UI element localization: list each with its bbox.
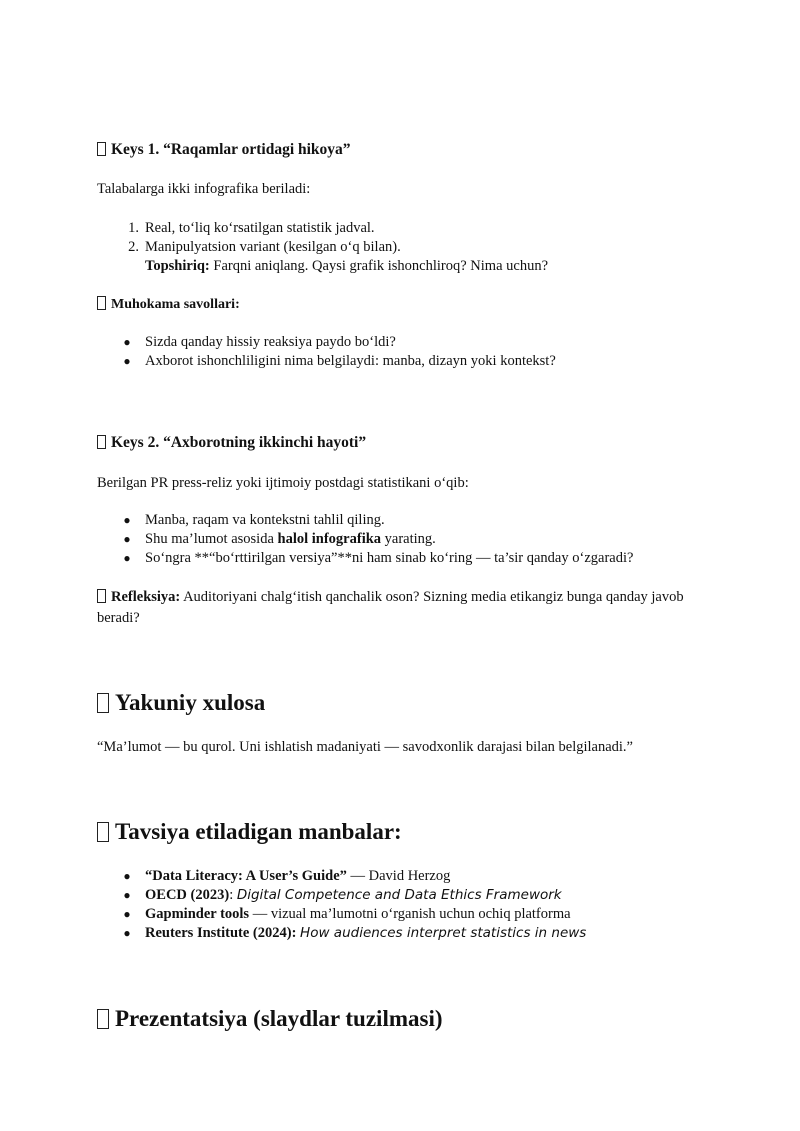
task-text: Farqni aniqlang. Qaysi grafik ishonchliroq? Nima uchun?: [209, 258, 549, 274]
case1-heading: [97, 141, 351, 159]
discussion-list: [123, 333, 707, 371]
missing-glyph-icon: [97, 589, 106, 603]
case1-title: Keys 1. “Raqamlar ortidagi hikoya”: [111, 141, 351, 158]
missing-glyph-icon: [97, 296, 106, 310]
list-item: ● Axborot ishonchliligini nima belgilaydi: manba, dizayn yoki kontekst?: [123, 353, 556, 369]
conclusion-quote: “Ma’lumot — bu qurol. Uni ishlatish madaniyati — savodxonlik darajasi bilan belgilanadi.”: [97, 739, 633, 755]
list-item: ● Manba, raqam va kontekstni tahlil qiling.: [123, 512, 385, 528]
presentation-heading: Prezentatsiya (slaydlar tuzilmasi): [97, 1006, 443, 1032]
resources-list: [123, 867, 707, 943]
missing-glyph-icon: [97, 822, 109, 842]
list-item: ● OECD (2023): Digital Competence and Data Ethics Framework: [123, 887, 562, 903]
discussion-heading: Muhokama savollari:: [97, 294, 697, 315]
list-item: ● Reuters Institute (2024): How audiences interpret statistics in news: [123, 925, 587, 941]
list-item: ● Gapminder tools — vizual ma’lumotni o‘rganish uchun ochiq platforma: [123, 906, 571, 922]
list-item: ● “Data Literacy: A User’s Guide” — David Herzog: [123, 868, 451, 884]
conclusion-heading: Yakuniy xulosa: [97, 690, 265, 716]
missing-glyph-icon: [97, 142, 106, 156]
case2-title: Keys 2. “Axborotning ikkinchi hayoti”: [111, 434, 367, 451]
case2-list: [123, 511, 707, 568]
task-label: Topshiriq:: [145, 258, 210, 274]
list-item: ● Sizda qanday hissiy reaksiya paydo bo‘ldi?: [123, 334, 396, 350]
reflection-paragraph: Refleksiya: Auditoriyani chalg‘itish qanchalik oson? Sizning media etikangiz bunga qanday javob beradi?: [97, 589, 684, 626]
list-item: ● Shu ma’lumot asosida halol infografika yarating.: [123, 531, 436, 547]
case1-list: [127, 219, 707, 276]
missing-glyph-icon: [97, 1009, 109, 1029]
missing-glyph-icon: [97, 435, 106, 449]
missing-glyph-icon: [97, 693, 109, 713]
case2-intro: Berilgan PR press-reliz yoki ijtimoiy postdagi statistikani o‘qib:: [97, 475, 469, 491]
case1-intro: Talabalarga ikki infografika beriladi:: [97, 181, 311, 197]
list-item: 1. Real, to‘liq ko‘rsatilgan statistik jadval.: [128, 220, 375, 236]
list-item: ● So‘ngra **“bo‘rttirilgan versiya”**ni ham sinab ko‘ring — ta’sir qanday o‘zgaradi?: [123, 550, 634, 566]
resources-heading: Tavsiya etiladigan manbalar:: [97, 819, 402, 845]
case2-heading: [97, 434, 366, 452]
list-item: 2. Manipulyatsion variant (kesilgan o‘q bilan). Topshiriq: Farqni aniqlang. Qaysi grafik ishonchliroq? Nima uchun?: [128, 239, 549, 274]
